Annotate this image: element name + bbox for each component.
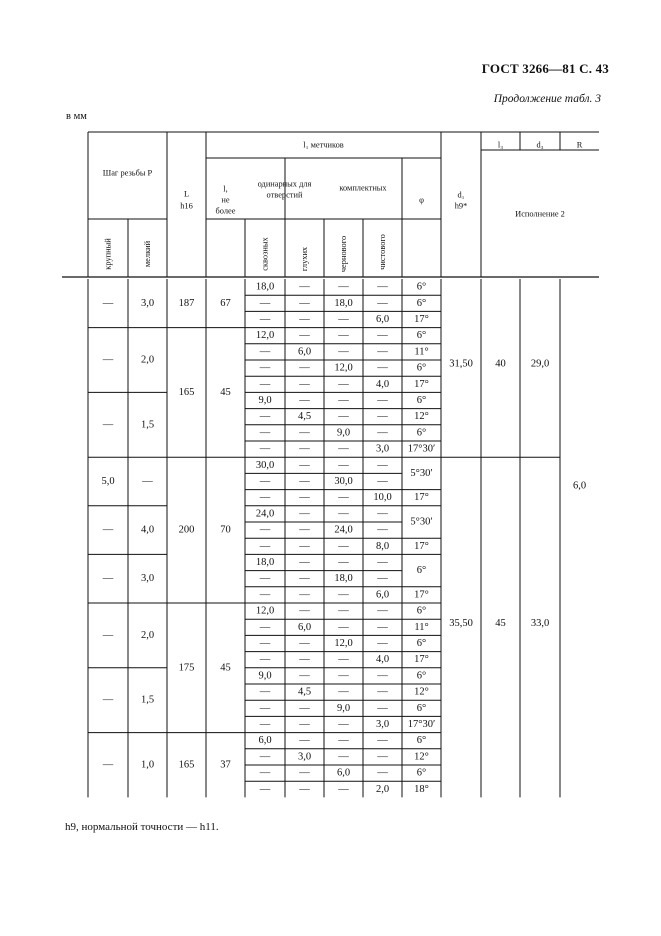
cell-l1-r13-c0: — (259, 492, 271, 504)
cell-phi-r19: 17° (414, 589, 429, 601)
cell-l1-r19-c2: — (338, 589, 349, 601)
cell-l1-r17-c2: — (338, 557, 349, 568)
header-execution: Исполнение 2 (515, 209, 565, 219)
cell-l1-r9-c2: 9,0 (336, 427, 351, 439)
cell-l1-r7-c0: 9,0 (258, 395, 272, 406)
header-complete: комплектных (339, 183, 387, 193)
cell-l1-r11-c1: — (299, 459, 310, 471)
cell-l1-r15-c3: — (377, 524, 388, 536)
header-l3: l₃ (497, 140, 504, 150)
cell-pitch-fine-5: 3,0 (140, 573, 155, 585)
cell-phi-merged-2: 6° (416, 565, 427, 577)
cell-l1-r25-c0: — (259, 686, 271, 698)
cell-l1-r25-c1: 4,5 (297, 686, 312, 698)
cell-l1-r22-c0: — (259, 638, 271, 649)
cell-l1-r4-c3: — (377, 346, 388, 358)
cell-l1-r25-c2: — (338, 686, 349, 698)
cell-pitch-fine-7: 1,5 (140, 694, 155, 706)
cell-l1-r24-c2: — (338, 670, 349, 682)
header-phi: φ (419, 195, 424, 205)
cell-l1-r25-c3: — (377, 686, 388, 698)
cell-l1-r6-c1: — (299, 378, 310, 390)
cell-l1-r31-c3: 2,0 (375, 783, 390, 795)
cell-l1-r7-c3: — (377, 395, 388, 406)
cell-l1-r31-c0: — (259, 783, 271, 795)
cell-phi-r21: 11° (414, 621, 429, 633)
cell-l1-r12-c1: — (299, 476, 310, 487)
cell-l1-r16-c0: — (259, 540, 271, 552)
cell-phi-r1: 6° (416, 297, 427, 309)
cell-l1-r16-c1: — (299, 540, 310, 552)
cell-l1-r22-c3: — (377, 638, 388, 649)
page-header-title: ГОСТ 3266—81 С. 43 (481, 61, 609, 76)
cell-phi-r20: 6° (416, 605, 427, 617)
cell-l1-r18-c0: — (259, 573, 271, 585)
cell-l1-r12-c0: — (259, 476, 271, 487)
header-rough: чернового (339, 235, 348, 273)
cell-pitch-coarse-8: — (102, 759, 114, 771)
cell-l1-r21-c1: 6,0 (297, 621, 312, 633)
cell-l1-r9-c0: — (259, 427, 271, 439)
cell-l1-r27-c3: 3,0 (375, 719, 390, 730)
cell-l1-r5-c0: — (259, 362, 271, 374)
cell-l1-r11-c3: — (377, 459, 388, 471)
cell-l1-r16-c2: — (338, 540, 349, 552)
cell-pitch-coarse-5: — (102, 573, 114, 585)
cell-l1-r15-c0: — (259, 524, 271, 536)
cell-l1-r29-c2: — (338, 751, 349, 763)
cell-l3-1: 45 (495, 617, 506, 629)
cell-l1-r31-c1: — (299, 783, 310, 795)
cell-l1-r9-c3: — (377, 427, 388, 439)
cell-l1-r10-c2: — (338, 443, 349, 455)
cell-l1-r24-c0: 9,0 (258, 670, 272, 682)
cell-l1-r13-c3: 10,0 (373, 492, 392, 504)
header-d1-tolerance: h9* (454, 201, 468, 211)
cell-l1-r5-c3: — (377, 362, 388, 374)
cell-l1-r29-c3: — (377, 751, 388, 763)
cell-l1-r13-c1: — (299, 492, 310, 504)
cell-l1-r30-c1: — (299, 767, 310, 779)
cell-d3-0: 29,0 (530, 358, 550, 370)
cell-l1-r1-c0: — (259, 297, 271, 309)
cell-l1-r23-c1: — (299, 654, 310, 666)
header-l-cond1: не (221, 195, 230, 205)
cell-l1-r0-c2: — (338, 281, 349, 293)
cell-l1-r0-c3: — (377, 281, 388, 293)
header-d3: d₃ (536, 140, 544, 150)
cell-l1-r17-c1: — (299, 557, 310, 568)
cell-phi-r2: 17° (414, 314, 429, 325)
cell-l1-r6-c3: 4,0 (375, 378, 390, 390)
cell-pitch-fine-2: 1,5 (140, 419, 155, 431)
cell-l1-r20-c1: — (299, 605, 310, 617)
cell-l-0: 67 (220, 297, 231, 309)
header-through: сквозных (260, 237, 270, 271)
cell-phi-r22: 6° (416, 638, 427, 649)
cell-pitch-coarse-1: — (102, 354, 114, 366)
cell-l1-r18-c1: — (299, 573, 310, 585)
cell-phi-r10: 17°30′ (407, 443, 436, 455)
cell-l1-r19-c1: — (299, 589, 310, 601)
cell-l1-r14-c1: — (299, 508, 310, 520)
header-fine: мелкий (143, 240, 152, 268)
cell-l-1: 45 (220, 386, 231, 398)
cell-d1-0: 31,50 (449, 358, 473, 370)
header-R: R (576, 140, 583, 150)
cell-pitch-coarse-0: — (102, 297, 114, 309)
cell-l1-r26-c0: — (259, 702, 271, 714)
header-l-cond2: более (215, 206, 236, 216)
cell-l1-r22-c1: — (299, 638, 310, 649)
cell-l1-r26-c3: — (377, 702, 388, 714)
cell-l1-r6-c2: — (338, 378, 349, 390)
cell-pitch-fine-0: 3,0 (140, 297, 155, 309)
cell-l1-r9-c1: — (299, 427, 310, 439)
cell-l1-r30-c3: — (377, 767, 388, 779)
cell-l1-r29-c1: 3,0 (297, 751, 312, 763)
cell-l1-r3-c0: 12,0 (255, 330, 275, 342)
cell-l1-r8-c1: 4,5 (297, 411, 312, 423)
cell-l1-r28-c1: — (299, 735, 310, 747)
header-coarse: крупный (103, 238, 113, 270)
header-d1: d₁ (457, 190, 465, 200)
cell-l3-0: 40 (495, 358, 506, 370)
cell-l1-r11-c2: — (338, 459, 349, 471)
cell-l-4: 37 (220, 759, 231, 771)
cell-l1-r29-c0: — (259, 751, 271, 763)
cell-pitch-fine-4: 4,0 (140, 524, 155, 536)
cell-phi-r24: 6° (416, 670, 427, 682)
cell-l1-r23-c3: 4,0 (375, 654, 390, 666)
cell-phi-r30: 6° (416, 767, 427, 779)
cell-l1-r31-c2: — (338, 783, 349, 795)
cell-l1-r2-c1: — (299, 314, 310, 325)
cell-l1-r10-c3: 3,0 (375, 443, 390, 455)
cell-phi-r25: 12° (414, 686, 429, 698)
cell-pitch-fine-6: 2,0 (140, 629, 155, 641)
footnote: h9, нормальной точности — h11. (65, 821, 219, 833)
cell-l1-r3-c1: — (299, 330, 310, 342)
cell-l1-r22-c2: 12,0 (334, 638, 353, 649)
header-L: L (183, 189, 190, 199)
cell-l1-r16-c3: 8,0 (375, 540, 390, 552)
cell-l-3: 45 (220, 662, 231, 674)
cell-phi-merged-1: 5°30′ (410, 516, 433, 528)
cell-l1-r24-c1: — (299, 670, 310, 682)
header-single-1: одинарных для (257, 179, 312, 189)
cell-L-4: 165 (178, 759, 195, 771)
cell-L-1: 165 (178, 386, 195, 398)
cell-l1-r8-c2: — (338, 411, 349, 423)
cell-l1-r0-c1: — (299, 281, 310, 293)
cell-pitch-fine-8: 1,0 (140, 759, 155, 771)
cell-L-0: 187 (178, 297, 195, 309)
cell-l1-r10-c1: — (299, 443, 310, 455)
cell-l1-r5-c2: 12,0 (334, 362, 353, 374)
cell-l1-r6-c0: — (259, 378, 271, 390)
cell-l1-r27-c1: — (299, 719, 310, 730)
header-blind: глухих (300, 246, 309, 272)
cell-L-3: 175 (178, 662, 195, 674)
table-continuation-label: Продолжение табл. 3 (493, 93, 601, 105)
cell-pitch-coarse-4: — (102, 524, 114, 536)
cell-l1-r2-c0: — (259, 314, 271, 325)
cell-l1-r20-c0: 12,0 (255, 605, 275, 617)
cell-pitch-coarse-2: — (102, 419, 114, 431)
cell-phi-r27: 17°30′ (407, 719, 436, 730)
cell-l1-r21-c2: — (338, 621, 349, 633)
header-l: l, (223, 184, 228, 194)
cell-phi-r0: 6° (416, 281, 427, 293)
cell-l1-r7-c1: — (299, 395, 310, 406)
cell-phi-r9: 6° (416, 427, 427, 439)
cell-l1-r27-c2: — (338, 719, 349, 730)
cell-phi-merged-0: 5°30′ (410, 467, 433, 479)
cell-phi-r16: 17° (414, 540, 429, 552)
cell-l1-r19-c0: — (259, 589, 271, 601)
cell-phi-r8: 12° (414, 411, 429, 423)
cell-l1-r11-c0: 30,0 (255, 459, 275, 471)
cell-l1-r21-c0: — (259, 621, 271, 633)
cell-l1-r1-c2: 18,0 (334, 297, 353, 309)
cell-pitch-coarse-3: 5,0 (101, 476, 115, 487)
cell-phi-r7: 6° (416, 395, 427, 406)
cell-phi-r6: 17° (414, 378, 429, 390)
cell-phi-r13: 17° (414, 492, 429, 504)
units-label: в мм (66, 111, 87, 122)
cell-phi-r26: 6° (416, 702, 427, 714)
cell-l1-r27-c0: — (259, 719, 271, 730)
cell-l1-r20-c3: — (377, 605, 388, 617)
cell-l1-r18-c3: — (377, 573, 388, 585)
cell-l1-r14-c2: — (338, 508, 349, 520)
header-finish: чистового (378, 234, 387, 270)
cell-l1-r12-c2: 30,0 (334, 476, 353, 487)
cell-phi-r3: 6° (416, 330, 427, 342)
cell-l1-r28-c0: 6,0 (258, 735, 272, 747)
cell-l1-r8-c3: — (377, 411, 388, 423)
cell-pitch-fine-3: — (142, 476, 153, 487)
cell-phi-r4: 11° (414, 346, 429, 358)
cell-phi-r5: 6° (416, 362, 427, 374)
cell-l1-r8-c0: — (259, 411, 271, 423)
cell-l1-r13-c2: — (338, 492, 349, 504)
cell-l1-r26-c2: 9,0 (336, 702, 351, 714)
cell-l1-r1-c1: — (299, 297, 310, 309)
cell-l1-r28-c2: — (338, 735, 349, 747)
cell-l1-r1-c3: — (377, 297, 388, 309)
cell-l1-r4-c1: 6,0 (297, 346, 312, 358)
cell-l1-r3-c3: — (377, 330, 388, 342)
cell-l1-r23-c0: — (259, 654, 271, 666)
cell-l1-r18-c2: 18,0 (334, 573, 353, 585)
cell-l1-r19-c3: 6,0 (375, 589, 390, 601)
cell-l1-r2-c2: — (338, 314, 349, 325)
cell-l1-r30-c2: 6,0 (336, 767, 351, 779)
cell-pitch-fine-1: 2,0 (140, 354, 155, 366)
cell-l1-r2-c3: 6,0 (375, 314, 390, 325)
cell-l1-r20-c2: — (338, 605, 349, 617)
cell-l1-r12-c3: — (377, 476, 388, 487)
cell-l1-r21-c3: — (377, 621, 388, 633)
cell-l1-r28-c3: — (377, 735, 388, 747)
cell-l1-r17-c3: — (377, 557, 388, 568)
cell-pitch-coarse-7: — (102, 694, 114, 706)
cell-l1-r24-c3: — (377, 670, 388, 682)
cell-l1-r3-c2: — (338, 330, 349, 342)
cell-l1-r4-c2: — (338, 346, 349, 358)
cell-l1-r10-c0: — (259, 443, 271, 455)
cell-l1-r15-c2: 24,0 (334, 524, 353, 536)
cell-phi-r23: 17° (414, 654, 429, 666)
cell-l1-r7-c2: — (338, 395, 349, 406)
header-single-2: отверстий (266, 190, 303, 200)
header-l1-group: l₁ метчиков (303, 140, 344, 150)
cell-l1-r5-c1: — (299, 362, 310, 374)
cell-l1-r14-c3: — (377, 508, 388, 520)
cell-d1-1: 35,50 (449, 617, 473, 629)
cell-l1-r15-c1: — (299, 524, 310, 536)
cell-L-2: 200 (178, 524, 195, 536)
header-L-tolerance: h16 (180, 201, 193, 211)
cell-d3-1: 33,0 (530, 617, 550, 629)
cell-l1-r4-c0: — (259, 346, 271, 358)
cell-phi-r31: 18° (414, 783, 429, 795)
cell-l1-r23-c2: — (338, 654, 349, 666)
cell-pitch-coarse-6: — (102, 629, 114, 641)
cell-l1-r17-c0: 18,0 (255, 557, 275, 568)
cell-l1-r30-c0: — (259, 767, 271, 779)
cell-R: 6,0 (572, 480, 587, 492)
header-pitch: Шаг резьбы P (102, 168, 153, 178)
cell-phi-r29: 12° (414, 751, 429, 763)
cell-l1-r26-c1: — (299, 702, 310, 714)
cell-phi-r28: 6° (416, 735, 427, 747)
cell-l1-r14-c0: 24,0 (255, 508, 275, 520)
cell-l1-r0-c0: 18,0 (255, 281, 275, 293)
cell-l-2: 70 (220, 524, 231, 536)
